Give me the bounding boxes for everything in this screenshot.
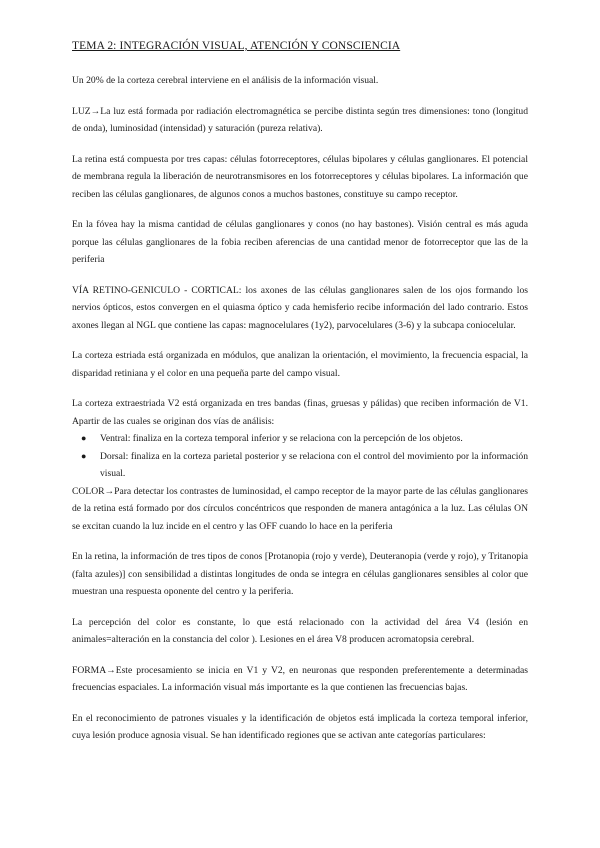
paragraph-luz: LUZ→La luz está formada por radiación electromagnética se percibe distinta según tres dimensiones: tono (longitud de onda), luminosidad (intensidad) y saturación (pureza relativa). (72, 105, 528, 134)
bullet-text-ventral: Ventral: finaliza en la corteza temporal inferior y se relaciona con la percepción de los objetos. (100, 433, 463, 444)
paragraph-conos: En la retina, la información de tres tipos de conos [Protanopia (rojo y verde), Deuteranopia (verde y rojo), y Tritanopia (falta azules)] con sensibilidad a distintas longitudes de onda se integra en células ganglionares sensibles al color que muestran una respuesta oponente del centro y la periferia. (72, 551, 528, 597)
paragraph-fovea: En la fóvea hay la misma cantidad de células ganglionares y conos (no hay bastones). Visión central es más aguda porque las células ganglionares de la fobia reciben aferencias de una cantidad menor de fotorreceptor que las de la periferia (72, 219, 528, 265)
bullet-icon: ● (81, 433, 87, 443)
paragraph-corteza-estriada: La corteza estriada está organizada en módulos, que analizan la orientación, el movimiento, la frecuencia espacial, la disparidad retiniana y el color en una pequeña parte del campo visual. (72, 350, 528, 379)
paragraph-reconocimiento: En el reconocimiento de patrones visuales y la identificación de objetos está implicada la corteza temporal inferior, cuya lesión produce agnosia visual. Se han identificado regiones que se activan ante categorías particulares: (72, 712, 528, 741)
paragraph-retina: La retina está compuesta por tres capas: células fotorreceptores, células bipolares y células ganglionares. El potencial de membrana regula la liberación de neurotransmisores en los fotorreceptores y células bipolares. La información que reciben las células ganglionares, de algunos conos a muchos bastones, constituye su campo receptor. (72, 153, 528, 200)
paragraph-intro: Un 20% de la corteza cerebral interviene en el análisis de la información visual. (72, 75, 379, 86)
list-item (81, 448, 528, 483)
bullet-text-dorsal: Dorsal: finaliza en la corteza parietal posterior y se relaciona con el control del movimiento por la información visual. (100, 450, 528, 479)
paragraph-percepcion-color: La percepción del color es constante, lo que está relacionado con la actividad del área V4 (lesión en animales=alteración en la constancia del color ). Lesiones en el área V8 producen acromatopsia cerebral. (72, 616, 528, 645)
bullet-icon: ● (81, 450, 87, 461)
paragraph-color: COLOR→Para detectar los contrastes de luminosidad, el campo receptor de la mayor parte de las células ganglionares de la retina está formado por dos círculos concéntricos que responden de manera antagónica a la luz. Las células ON se excitan cuando la luz incide en el centro y las OFF cuando lo hace en la periferia (72, 485, 528, 532)
paragraph-via-retino: VÍA RETINO-GENICULO - CORTICAL: los axones de las células ganglionares salen de los ojos formando los nervios ópticos, estos convergen en el quiasma óptico y cada hemisferio recibe información del lado contrario. Estos axones llegan al NGL que contiene las capas: magnocelulares (1y2), parvocelulares (3-6) y la subcapa coniocelular. (72, 284, 528, 331)
document-title: TEMA 2: INTEGRACIÓN VISUAL, ATENCIÓN Y CONSCIENCIA (72, 40, 401, 52)
paragraph-forma: FORMA→Este procesamiento se inicia en V1 y V2, en neuronas que responden preferentemente a determinadas frecuencias espaciales. La información visual más importante es la que contienen las frecuencias bajas. (72, 664, 528, 693)
paragraph-corteza-extraestriada: La corteza extraestriada V2 está organizada en tres bandas (finas, gruesas y pálidas) que reciben información de V1. Apartir de las cuales se originan dos vías de análisis: (72, 398, 528, 427)
bullet-list (72, 430, 528, 483)
list-item (81, 430, 528, 448)
